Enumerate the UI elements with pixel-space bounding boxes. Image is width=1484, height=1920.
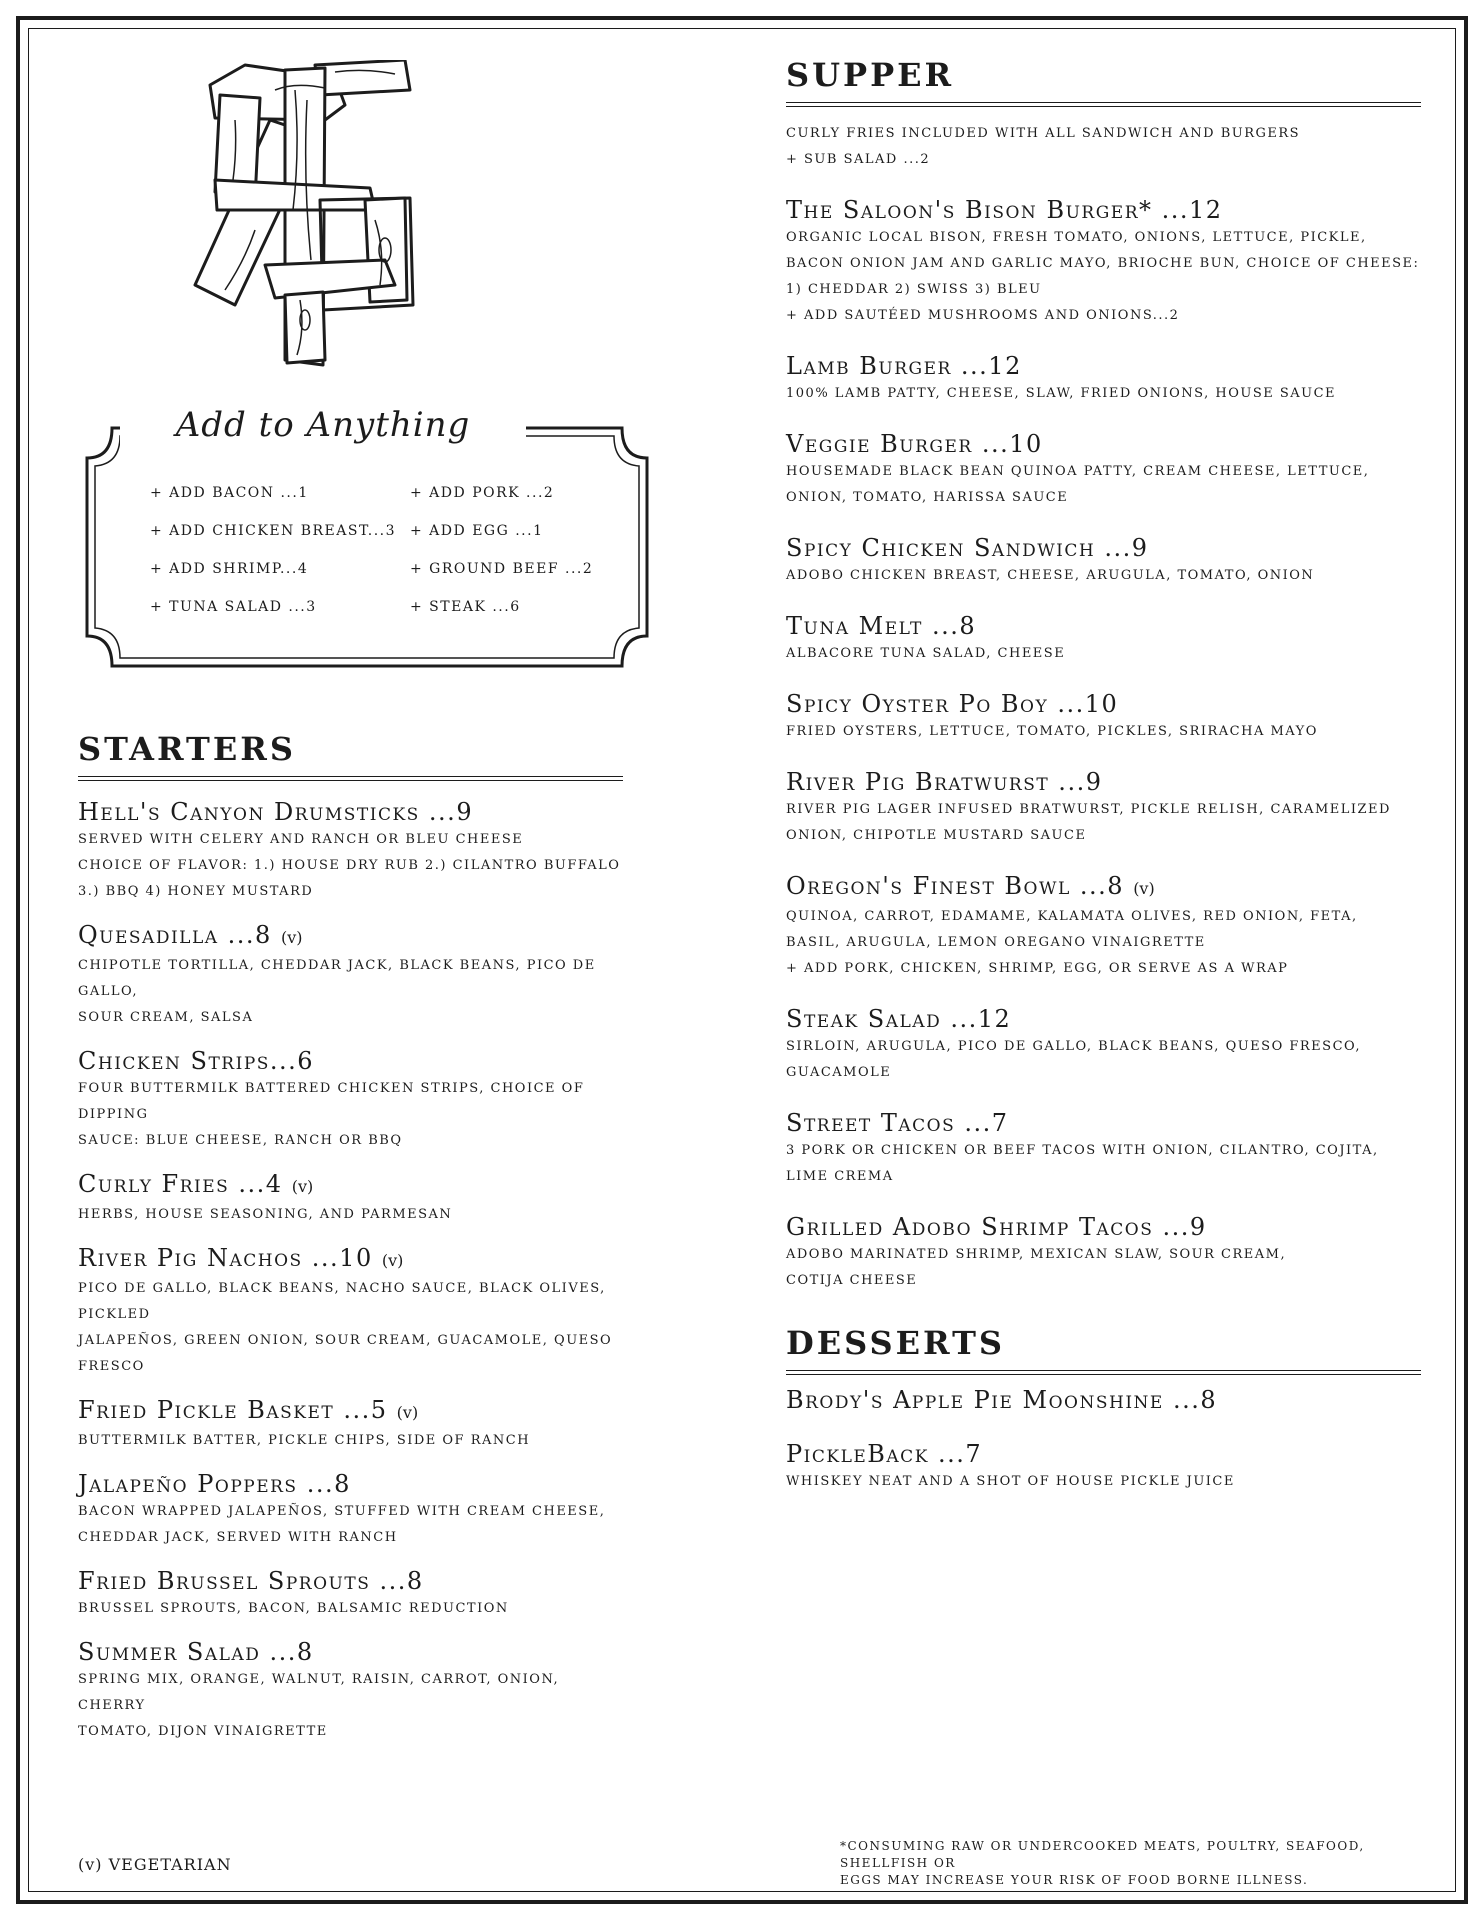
menu-item [78, 797, 623, 905]
menu-item [786, 1004, 1421, 1086]
desserts-rule [786, 1370, 1421, 1375]
menu-item-description: SPRING MIX, ORANGE, WALNUT, RAISIN, CARROT, ONION, CHERRY [78, 1672, 560, 1713]
add-to-anything-title: Add to Anything [120, 405, 526, 445]
vegetarian-label: VEGETARIAN [108, 1855, 232, 1874]
menu-item-description: ONION, CHIPOTLE MUSTARD SAUCE [786, 828, 1087, 843]
menu-item-description: + ADD SAUTÉED MUSHROOMS AND ONIONS...2 [786, 308, 1180, 323]
desserts-list [786, 1385, 1421, 1495]
menu-item-description: 100% LAMB PATTY, CHEESE, SLAW, FRIED ONIONS, HOUSE SAUCE [786, 386, 1337, 401]
menu-item-name [786, 1004, 1421, 1034]
vegetarian-badge: (v) [1133, 879, 1155, 898]
menu-item-description: SERVED WITH CELERY AND RANCH OR BLEU CHEESE [78, 832, 524, 847]
menu-item-description: BASIL, ARUGULA, LEMON OREGANO VINAIGRETTE [786, 935, 1206, 950]
food-safety-warning [840, 1838, 1440, 1889]
supper-title: SUPPER [786, 56, 955, 94]
menu-item-title: Grilled Adobo Shrimp Tacos ...9 [786, 1213, 1207, 1241]
menu-item-title: Tuna Melt ...8 [786, 612, 977, 640]
menu-item-description: ADOBO MARINATED SHRIMP, MEXICAN SLAW, SOUR CREAM, [786, 1247, 1287, 1262]
menu-item-description: SAUCE: BLUE CHEESE, RANCH OR BBQ [78, 1133, 403, 1148]
menu-item [78, 1566, 623, 1622]
menu-item-title: Jalapeño Poppers ...8 [78, 1470, 351, 1498]
warning-line: *CONSUMING RAW OR UNDERCOOKED MEATS, POULTRY, SEAFOOD, SHELLFISH OR [840, 1839, 1365, 1870]
menu-item-description: + ADD PORK, CHICKEN, SHRIMP, EGG, OR SERVE AS A WRAP [786, 961, 1289, 976]
menu-item [78, 1395, 623, 1454]
menu-item [786, 689, 1421, 745]
menu-item-description: BACON WRAPPED JALAPEÑOS, STUFFED WITH CREAM CHEESE, [78, 1504, 606, 1519]
menu-item [786, 533, 1421, 589]
menu-item-description: BRUSSEL SPROUTS, BACON, BALSAMIC REDUCTION [78, 1601, 509, 1616]
menu-item-title: Steak Salad ...12 [786, 1005, 1012, 1033]
menu-item-name [78, 1637, 623, 1667]
menu-item-title: PickleBack ...7 [786, 1440, 983, 1468]
menu-item-description: FRIED OYSTERS, LETTUCE, TOMATO, PICKLES, SRIRACHA MAYO [786, 724, 1318, 739]
menu-item-name [786, 1212, 1421, 1242]
menu-item [78, 1637, 623, 1745]
menu-item-description: QUINOA, CARROT, EDAMAME, KALAMATA OLIVES, RED ONION, FETA, [786, 909, 1358, 924]
vegetarian-legend [78, 1855, 232, 1874]
menu-item [786, 611, 1421, 667]
menu-item-description: SIRLOIN, ARUGULA, PICO DE GALLO, BLACK BEANS, QUESO FRESCO, [786, 1039, 1362, 1054]
starters-rule [78, 776, 623, 781]
menu-item-name [78, 1046, 623, 1076]
menu-item-description: CHEDDAR JACK, SERVED WITH RANCH [78, 1530, 398, 1545]
menu-item-name [786, 611, 1421, 641]
menu-item [786, 767, 1421, 849]
menu-item-description: BACON ONION JAM AND GARLIC MAYO, BRIOCHE BUN, CHOICE OF CHEESE: [786, 256, 1420, 271]
vegetarian-mark: (v) [78, 1855, 103, 1874]
menu-item-description: 3 PORK OR CHICKEN OR BEEF TACOS WITH ONION, CILANTRO, COJITA, [786, 1143, 1379, 1158]
right-column [786, 56, 1421, 1495]
menu-item-description: JALAPEÑOS, GREEN ONION, SOUR CREAM, GUACAMOLE, QUESO FRESCO [78, 1333, 613, 1374]
menu-item [786, 195, 1421, 329]
menu-item-title: Summer Salad ...8 [78, 1638, 314, 1666]
menu-item-name [786, 1108, 1421, 1138]
starters-list [78, 797, 623, 1745]
menu-item [786, 1212, 1421, 1294]
wooden-planks-logo [175, 60, 475, 375]
add-item: + ADD EGG ...1 [410, 523, 544, 539]
menu-item [786, 1439, 1421, 1495]
add-item: + TUNA SALAD ...3 [150, 599, 317, 615]
menu-item [78, 920, 623, 1031]
menu-item-title: Spicy Chicken Sandwich ...9 [786, 534, 1149, 562]
starters-section [78, 730, 623, 1745]
add-item: + STEAK ...6 [410, 599, 521, 615]
vegetarian-badge: (v) [381, 1251, 404, 1270]
menu-item-title: Lamb Burger ...12 [786, 352, 1022, 380]
supper-rule [786, 102, 1421, 107]
menu-item-title: Street Tacos ...7 [786, 1109, 1009, 1137]
add-item: + ADD SHRIMP...4 [150, 561, 309, 577]
add-item: + ADD PORK ...2 [410, 485, 555, 501]
menu-item-title: Fried Brussel Sprouts ...8 [78, 1567, 424, 1595]
menu-item-title: Curly Fries ...4 [78, 1170, 283, 1198]
menu-item-description: ORGANIC LOCAL BISON, FRESH TOMATO, ONIONS, LETTUCE, PICKLE, [786, 230, 1367, 245]
menu-item-description: FOUR BUTTERMILK BATTERED CHICKEN STRIPS, CHOICE OF DIPPING [78, 1081, 585, 1122]
menu-item-description: TOMATO, DIJON VINAIGRETTE [78, 1724, 328, 1739]
menu-item-name [78, 1395, 623, 1428]
menu-item [786, 429, 1421, 511]
menu-item [786, 1385, 1421, 1415]
menu-item-description: 3.) BBQ 4) HONEY MUSTARD [78, 884, 314, 899]
menu-item-name [786, 871, 1421, 904]
menu-item-name [78, 1469, 623, 1499]
menu-item-description: 1) CHEDDAR 2) SWISS 3) BLEU [786, 282, 1042, 297]
menu-item-title: Chicken Strips...6 [78, 1047, 315, 1075]
menu-item-description: WHISKEY NEAT AND A SHOT OF HOUSE PICKLE JUICE [786, 1474, 1235, 1489]
vegetarian-badge: (v) [291, 1177, 314, 1196]
menu-item-name [786, 533, 1421, 563]
menu-item-description: CHIPOTLE TORTILLA, CHEDDAR JACK, BLACK BEANS, PICO DE GALLO, [78, 958, 596, 999]
supper-note-line: CURLY FRIES INCLUDED WITH ALL SANDWICH AND BURGERS [786, 126, 1301, 141]
menu-item-name [78, 920, 623, 953]
warning-line: EGGS MAY INCREASE YOUR RISK OF FOOD BORNE ILLNESS. [840, 1873, 1309, 1887]
menu-item [78, 1469, 623, 1551]
menu-item-name [78, 1243, 623, 1276]
menu-item-name [786, 351, 1421, 381]
menu-item [786, 351, 1421, 407]
menu-item-title: River Pig Nachos ...10 [78, 1244, 373, 1272]
menu-item [78, 1169, 623, 1228]
add-item: + ADD BACON ...1 [150, 485, 309, 501]
menu-item-title: Oregon's Finest Bowl ...8 [786, 872, 1125, 900]
menu-item-name [786, 195, 1421, 225]
menu-item-description: HERBS, HOUSE SEASONING, AND PARMESAN [78, 1207, 453, 1222]
menu-item-name [78, 797, 623, 827]
menu-item-title: Veggie Burger ...10 [786, 430, 1043, 458]
add-to-anything-list [150, 482, 610, 618]
menu-item-description: ONION, TOMATO, HARISSA SAUCE [786, 490, 1069, 505]
menu-item-title: Brody's Apple Pie Moonshine ...8 [786, 1386, 1218, 1414]
supper-note [786, 121, 1421, 173]
menu-item-title: Fried Pickle Basket ...5 [78, 1396, 388, 1424]
menu-item-name [786, 1385, 1421, 1415]
menu-item [78, 1243, 623, 1380]
menu-item-title: Hell's Canyon Drumsticks ...9 [78, 798, 474, 826]
add-item: + GROUND BEEF ...2 [410, 561, 594, 577]
desserts-title: DESSERTS [786, 1324, 1005, 1362]
menu-item-description: BUTTERMILK BATTER, PICKLE CHIPS, SIDE OF RANCH [78, 1433, 531, 1448]
menu-item-description: RIVER PIG LAGER INFUSED BRATWURST, PICKLE RELISH, CARAMELIZED [786, 802, 1391, 817]
menu-item-name [78, 1169, 623, 1202]
menu-item-name [786, 429, 1421, 459]
menu-item-description: ADOBO CHICKEN BREAST, CHEESE, ARUGULA, TOMATO, ONION [786, 568, 1315, 583]
menu-item-description: SOUR CREAM, SALSA [78, 1010, 254, 1025]
menu-item [78, 1046, 623, 1154]
starters-title: STARTERS [78, 730, 296, 768]
menu-item-title: River Pig Bratwurst ...9 [786, 768, 1103, 796]
menu-item-title: The Saloon's Bison Burger* ...12 [786, 196, 1223, 224]
supper-note-line: + SUB SALAD ...2 [786, 152, 931, 167]
menu-item-name [786, 1439, 1421, 1469]
menu-item-description: GUACAMOLE [786, 1065, 892, 1080]
vegetarian-badge: (v) [280, 928, 303, 947]
menu-item-description: ALBACORE TUNA SALAD, CHEESE [786, 646, 1066, 661]
menu-item-description: CHOICE OF FLAVOR: 1.) HOUSE DRY RUB 2.) CILANTRO BUFFALO [78, 858, 621, 873]
vegetarian-badge: (v) [396, 1403, 419, 1422]
menu-item-description: LIME CREMA [786, 1169, 894, 1184]
menu-item-title: Quesadilla ...8 [78, 921, 272, 949]
menu-item-name [786, 767, 1421, 797]
menu-item-description: PICO DE GALLO, BLACK BEANS, NACHO SAUCE, BLACK OLIVES, PICKLED [78, 1281, 606, 1322]
menu-item-title: Spicy Oyster Po Boy ...10 [786, 690, 1119, 718]
menu-item-description: COTIJA CHEESE [786, 1273, 918, 1288]
menu-item-name [78, 1566, 623, 1596]
supper-list [786, 195, 1421, 1294]
menu-item-name [786, 689, 1421, 719]
menu-item-description: HOUSEMADE BLACK BEAN QUINOA PATTY, CREAM CHEESE, LETTUCE, [786, 464, 1370, 479]
add-item: + ADD CHICKEN BREAST...3 [150, 523, 397, 539]
menu-item [786, 871, 1421, 982]
menu-item [786, 1108, 1421, 1190]
